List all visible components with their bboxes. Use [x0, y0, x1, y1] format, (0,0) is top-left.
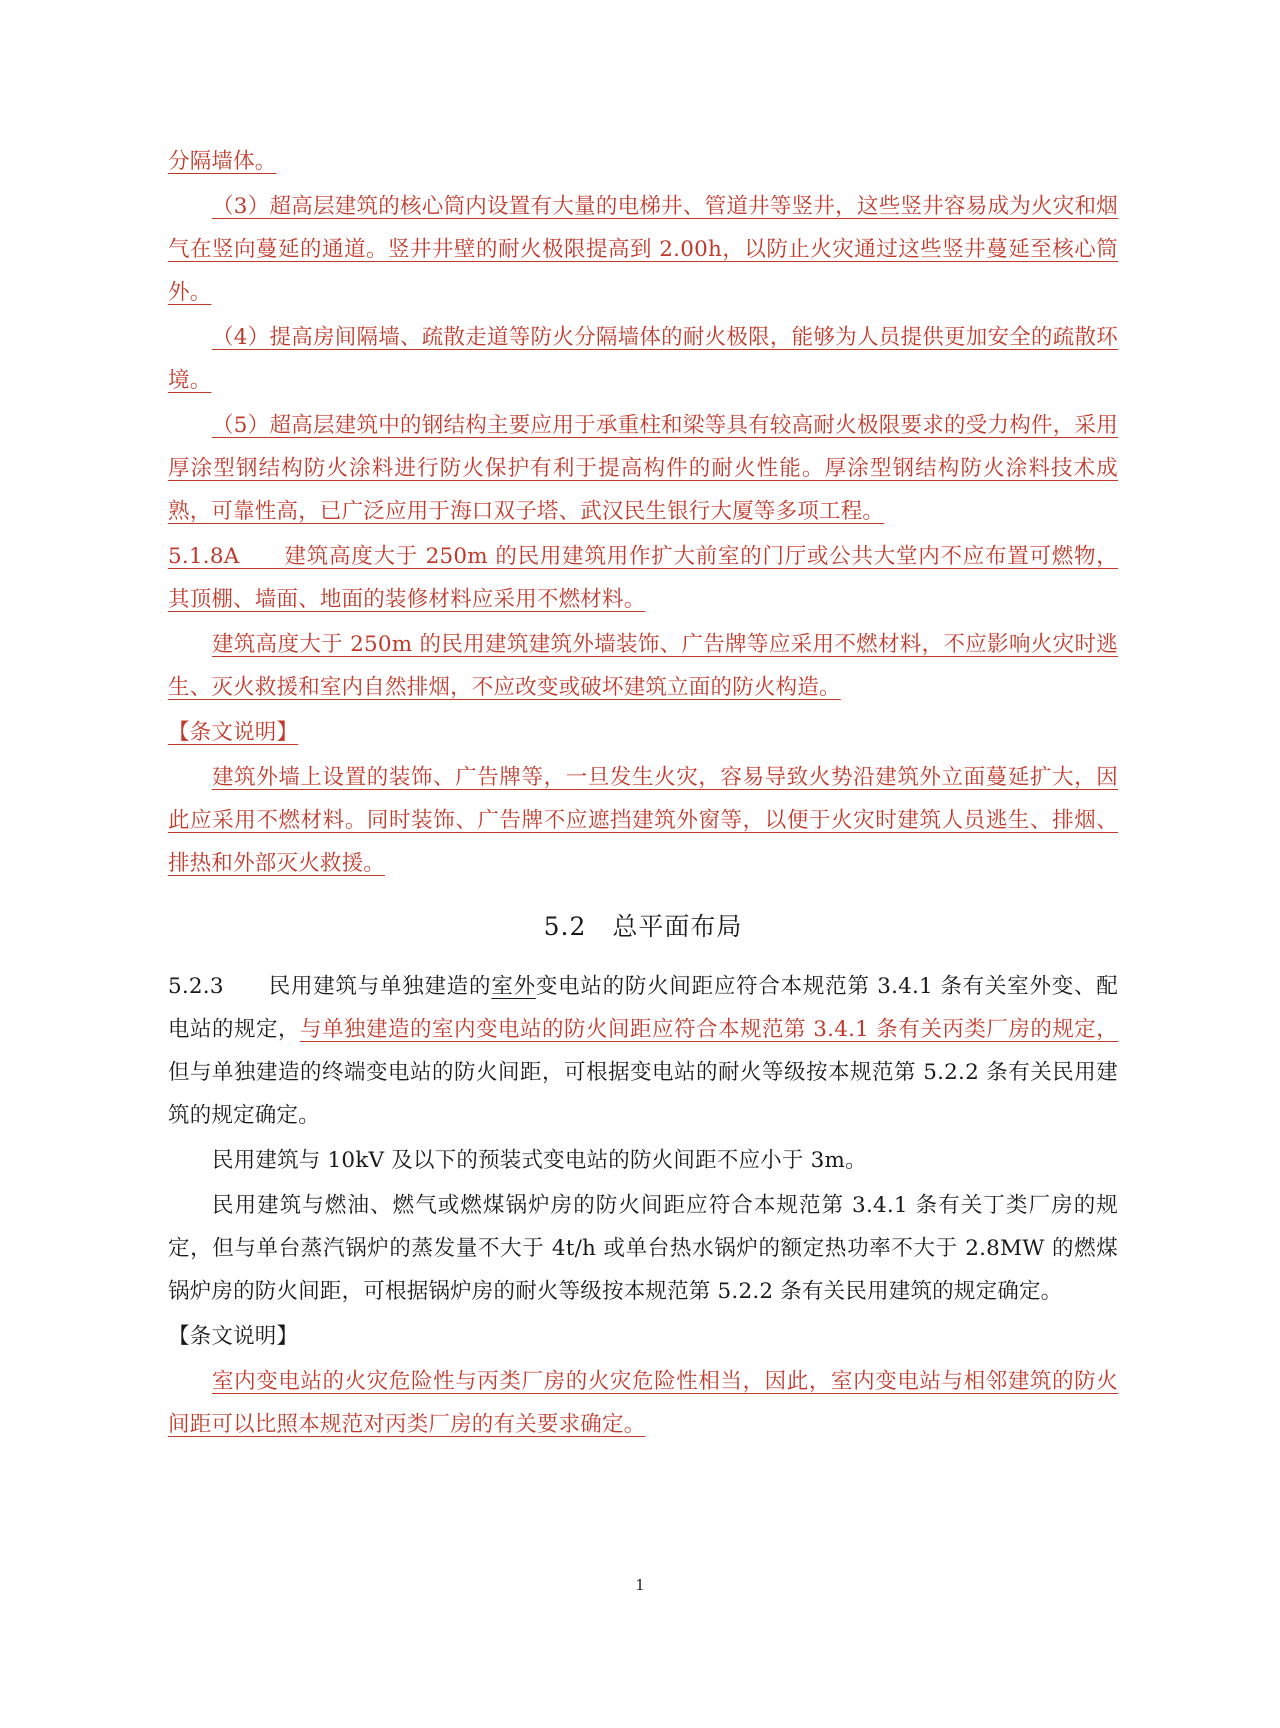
explanation-label-2 [168, 1315, 1118, 1358]
explanation-text: 室内变电站的火灾危险性与丙类厂房的火灾危险性相当，因此，室内变电站与相邻建筑的防火间距可以比照本规范对丙类厂房的有关要求确定。 [168, 1369, 1118, 1437]
clause-run-underline: 室外 [491, 974, 536, 999]
explanation-text: 建筑外墙上设置的装饰、广告牌等，一旦发生火灾，容易导致火势沿建筑外立面蔓延扩大，因此应采用不燃材料。同时装饰、广告牌不应遮挡建筑外窗等，以便于火灾时建筑人员逃生、排烟、排热和外部灭火救援。 [168, 765, 1118, 876]
paragraph-text: 民用建筑与 10kV 及以下的预装式变电站的防火间距不应小于 3m。 [212, 1148, 867, 1173]
section-title: 总平面布局 [612, 912, 743, 941]
paragraph-text: 民用建筑与燃油、燃气或燃煤锅炉房的防火间距应符合本规范第 3.4.1 条有关丁类厂房的规定，但与单台蒸汽锅炉的蒸发量不大于 4t/h 或单台热水锅炉的额定热功率不大于 2.8MW 的燃煤锅炉房的防火间距，可根据锅炉房的耐火等级按本规范第 5.2.2 条有关民用建筑的规定确定。 [168, 1193, 1118, 1304]
clause-run: 5.2.3 民用建筑与单独建造的 [168, 974, 492, 999]
clause-run-revision: 与单独建造的室内变电站的防火间距应符合本规范第 3.4.1 条有关丙类厂房的规定， [300, 1017, 1119, 1042]
clause-text: 5.1.8A 建筑高度大于 250m 的民用建筑用作扩大前室的门厅或公共大堂内不应布置可燃物，其顶棚、墙面、地面的装修材料应采用不燃材料。 [168, 544, 1118, 612]
paragraph-text: （4）提高房间隔墙、疏散走道等防火分隔墙体的耐火极限，能够为人员提供更加安全的疏散环境。 [168, 325, 1118, 393]
page-number: 1 [635, 1576, 645, 1594]
clause-run: 变电站的防火间距应符合本规范第 3.4.1 条有关室外变、配电站的规定， [168, 974, 1118, 1042]
clause-5-1-8A-paragraph-2 [168, 623, 1118, 709]
clause-text: 建筑高度大于 250m 的民用建筑建筑外墙装饰、广告牌等应采用不燃材料，不应影响火灾时逃生、灭火救援和室内自然排烟，不应改变或破坏建筑立面的防火构造。 [168, 632, 1118, 700]
explanation-label-text: 【条文说明】 [168, 720, 299, 745]
clause-run: 但与单独建造的终端变电站的防火间距，可根据变电站的耐火等级按本规范第 5.2.2 条有关民用建筑的规定确定。 [168, 1060, 1118, 1128]
paragraph-boiler [168, 1184, 1118, 1313]
explanation-body-1 [168, 756, 1118, 885]
paragraph-text: 分隔墙体。 [168, 149, 277, 174]
paragraph-item-4 [168, 316, 1118, 402]
paragraph-10kv [168, 1139, 1118, 1182]
explanation-label-text: 【条文说明】 [168, 1324, 299, 1349]
explanation-body-2 [168, 1360, 1118, 1446]
section-number: 5.2 [543, 912, 587, 941]
paragraph-text: （3）超高层建筑的核心筒内设置有大量的电梯井、管道井等竖井，这些竖井容易成为火灾和烟气在竖向蔓延的通道。竖井井壁的耐火极限提高到 2.00h，以防止火灾通过这些竖井蔓延至核心筒外。 [168, 194, 1118, 305]
paragraph-item-5 [168, 404, 1118, 533]
clause-5-1-8A [168, 535, 1118, 621]
clause-5-2-3 [168, 965, 1118, 1137]
section-heading-5-2 [168, 899, 1118, 955]
document-body [168, 140, 1118, 1448]
paragraph-item-3 [168, 185, 1118, 314]
paragraph-continuation [168, 140, 1118, 183]
explanation-label-1 [168, 711, 1118, 754]
paragraph-text: （5）超高层建筑中的钢结构主要应用于承重柱和梁等具有较高耐火极限要求的受力构件，采用厚涂型钢结构防火涂料进行防火保护有利于提高构件的耐火性能。厚涂型钢结构防火涂料技术成熟，可靠性高，已广泛应用于海口双子塔、武汉民生银行大厦等多项工程。 [168, 413, 1118, 524]
